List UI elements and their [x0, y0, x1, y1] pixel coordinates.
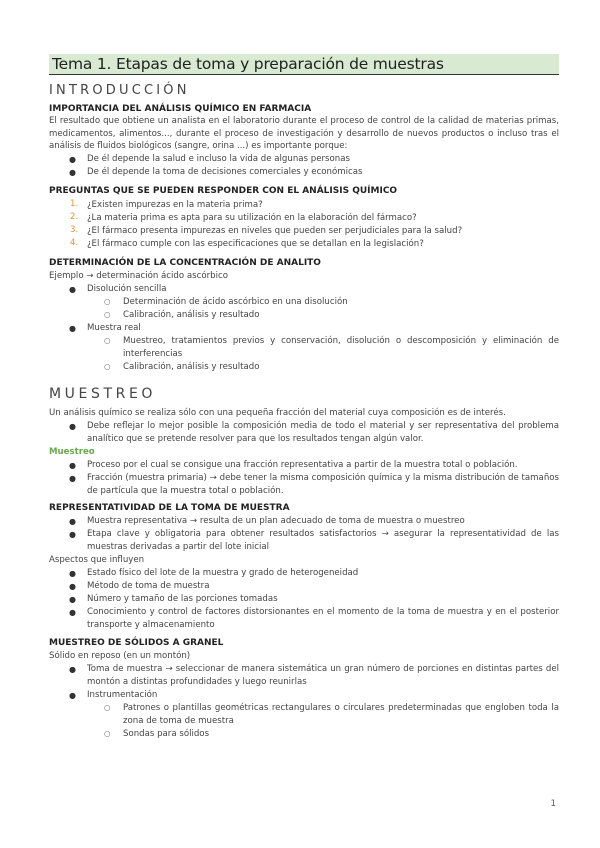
bullet-marker: ●: [69, 608, 76, 617]
page-number: 1: [550, 799, 556, 809]
bullet-marker: ●: [69, 285, 76, 294]
heading-preguntas: PREGUNTAS QUE SE PUEDEN RESPONDER CON EL ANÁLISIS QUÍMICO: [49, 186, 398, 196]
section-title-introduccion: INTRODUCCIÓN: [49, 83, 190, 98]
sub-bullet-text: Patrones o plantillas geométricas rectangulares o circulares predeterminadas que engloben toda la zona de toma de muestra: [123, 703, 559, 726]
sub-bullet-text: Sondas para sólidos: [123, 729, 210, 739]
bullet-marker: ●: [69, 665, 76, 674]
heading-determinacion: DETERMINACIÓN DE LA CONCENTRACIÓN DE ANALITO: [49, 258, 321, 268]
sub-bullet-text: Muestreo, tratamientos previos y conservación, disolución o descomposición y eliminación de interferencias: [123, 336, 559, 359]
list-number: 3.: [70, 225, 79, 235]
bullet-text: Etapa clave y obligatoria para obtener resultados satisfactorios → asegurar la representatividad de las muestras derivadas a partir del lote inicial: [87, 529, 559, 552]
ejemplo-text: Ejemplo → determinación ácido ascórbico: [49, 271, 228, 281]
heading-importancia: IMPORTANCIA DEL ANÁLISIS QUÍMICO EN FARMACIA: [49, 104, 312, 114]
sub-bullet-text: Calibración, análisis y resultado: [123, 310, 260, 320]
bullet-marker: ●: [69, 595, 76, 604]
paragraph-muestreo: Un análisis químico se realiza sólo con una pequeña fracción del material cuya composición es de interés.: [49, 408, 506, 418]
sub-bullet-marker: ○: [104, 703, 111, 712]
aspectos-label: Aspectos que influyen: [49, 555, 145, 565]
list-item: ¿El fármaco presenta impurezas en niveles que pueden ser perjudiciales para la salud?: [87, 226, 463, 236]
heading-solidos: MUESTREO DE SÓLIDOS A GRANEL: [49, 638, 224, 648]
list-item: ¿La materia prima es apta para su utilización en la elaboración del fármaco?: [87, 213, 417, 223]
reposo-text: Sólido en reposo (en un montón): [49, 651, 191, 661]
bullet-text: Debe reflejar lo mejor posible la composición media de todo el material y ser representativa del problema analítico que se pretende resolver para que los resultados tengan algún valor.: [87, 421, 559, 444]
list-item: ¿Existen impurezas en la materia prima?: [87, 200, 263, 210]
bullet-marker: ●: [69, 530, 76, 539]
bullet-marker: ●: [69, 582, 76, 591]
bullet-text: De él depende la salud e incluso la vida de algunas personas: [87, 154, 350, 164]
bullet-marker: ●: [69, 569, 76, 578]
bullet-marker: ●: [69, 422, 76, 431]
sub-bullet-marker: ○: [104, 729, 111, 738]
bullet-text: Fracción (muestra primaria) → debe tener la misma composición química y la misma distribución de tamaños de partícula que la muestra total o población.: [87, 473, 559, 496]
title-highlight: [49, 54, 559, 75]
sub-bullet-marker: ○: [104, 297, 111, 306]
subheading-muestreo: Muestreo: [49, 447, 95, 457]
sub-bullet-text: Determinación de ácido ascórbico en una disolución: [123, 297, 348, 307]
bullet-text: De él depende la toma de decisiones comerciales y económicas: [87, 167, 363, 177]
bullet-marker: ●: [69, 168, 76, 177]
list-number: 4.: [70, 238, 79, 248]
bullet-marker: ●: [69, 324, 76, 333]
bullet-text: Estado físico del lote de la muestra y grado de heterogeneidad: [87, 568, 359, 578]
bullet-text: Conocimiento y control de factores distorsionantes en el momento de la toma de muestra y en el posterior transporte y almacenamiento: [87, 607, 559, 630]
list-number: 2.: [70, 212, 79, 222]
list-number: 1.: [70, 199, 79, 209]
bullet-text: Instrumentación: [87, 690, 158, 700]
bullet-text: Muestra representativa → resulta de un plan adecuado de toma de muestra o muestreo: [87, 516, 465, 526]
bullet-marker: ●: [69, 474, 76, 483]
bullet-text: Disolución sencilla: [87, 284, 167, 294]
bullet-marker: ●: [69, 155, 76, 164]
bullet-text: Muestra real: [87, 323, 141, 333]
bullet-text: Toma de muestra → seleccionar de manera sistemática un gran número de porciones en distintas partes del montón a distintas profundidades y luego reunirlas: [87, 664, 559, 687]
paragraph-importancia: El resultado que obtiene un analista en el laboratorio durante el proceso de control de la calidad de materias primas, medicamentos, alimentos..., durante el proceso de investigación y desarrollo de nuevos productos o incluso tras el análisis de fluidos biológicos (sangre, orina ...) es importante porque:: [49, 116, 559, 151]
bullet-text: Número y tamaño de las porciones tomadas: [87, 594, 278, 604]
bullet-marker: ●: [69, 517, 76, 526]
bullet-marker: ●: [69, 461, 76, 470]
sub-bullet-marker: ○: [104, 310, 111, 319]
heading-representatividad: REPRESENTATIVIDAD DE LA TOMA DE MUESTRA: [49, 503, 290, 513]
section-title-muestreo: MUESTREO: [49, 386, 157, 402]
sub-bullet-marker: ○: [104, 362, 111, 371]
sub-bullet-text: Calibración, análisis y resultado: [123, 362, 260, 372]
bullet-text: Proceso por el cual se consigue una fracción representativa a partir de la muestra total o población.: [87, 460, 518, 470]
sub-bullet-marker: ○: [104, 336, 111, 345]
bullet-text: Método de toma de muestra: [87, 581, 210, 591]
document-title: Tema 1. Etapas de toma y preparación de muestras: [52, 55, 444, 73]
bullet-marker: ●: [69, 691, 76, 700]
list-item: ¿El fármaco cumple con las especificaciones que se detallan en la legislación?: [87, 239, 424, 249]
